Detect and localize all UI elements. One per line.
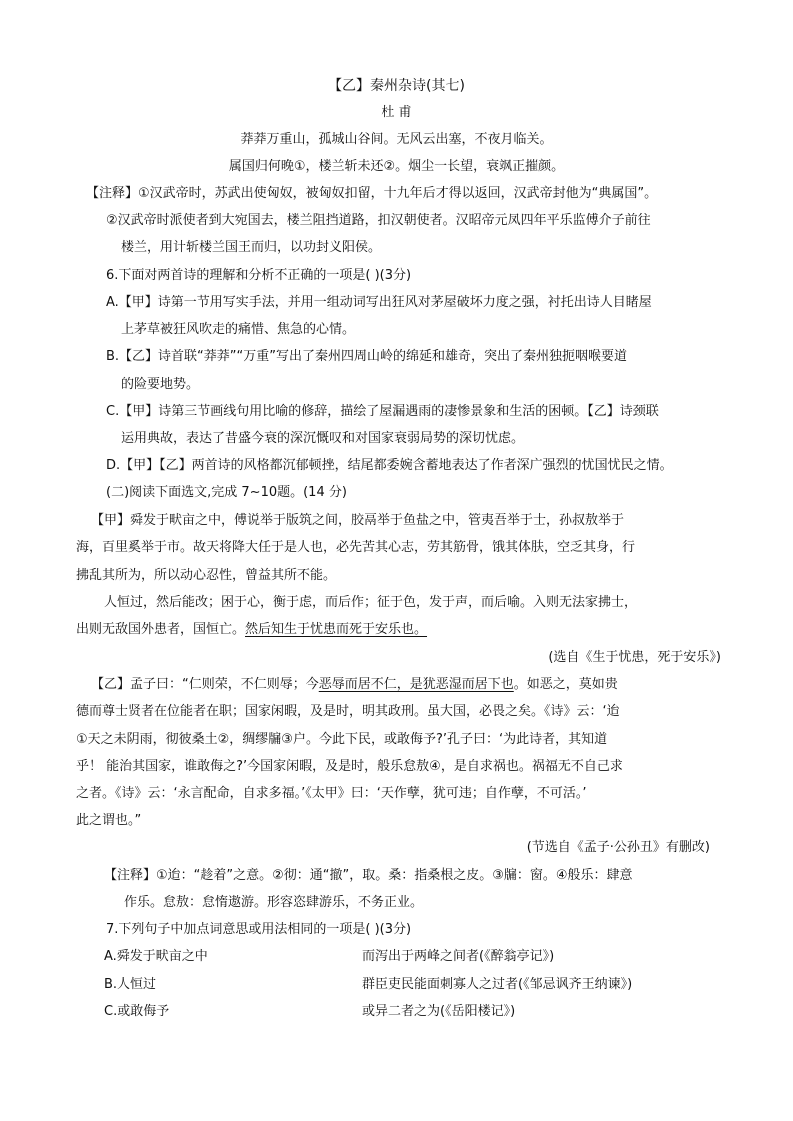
- poem-note: ②汉武帝时派使者到大宛国去，楼兰阻挡道路，扣汉朝使者。汉昭帝元凤四年平乐监傅介子前往: [106, 213, 651, 228]
- option-text: A.【甲】诗第一节用写实手法，并用一组动词写出狂风对茅屋破坏力度之强，衬托出诗人目睹屋: [106, 295, 652, 310]
- passage-line: 乎！ 能治其国家，谁敢侮之?’今国家闲暇，及是时，般乐怠敖④，是自求祸也。祸福无不自己求: [76, 759, 623, 774]
- option-text: 上茅草被狂风吹走的痛惜、焦急的心情。: [121, 322, 356, 337]
- passage-line: 【甲】舜发于畎亩之中，傅说举于版筑之间，胶鬲举于鱼盐之中，管夷吾举于士，孙叔敖举于: [91, 513, 625, 528]
- underlined-sentence: 恶辱而居不仁，是犹恶湿而居下也: [318, 677, 514, 692]
- passage-text: 出则无敌国外患者，国恒亡。: [76, 622, 246, 637]
- option-right: 或异二者之为(《岳阳楼记》): [362, 1004, 516, 1019]
- passage-line: 此之谓也。”: [76, 813, 142, 828]
- option-left: C.或敢侮予: [104, 1004, 170, 1019]
- passage-text: 。如恶之，莫如贵: [513, 677, 618, 692]
- passage-line: [76, 620, 427, 640]
- poem-line: 属国归何晚①，楼兰斩未还②。烟尘一长望，衰飒正摧颜。: [228, 159, 565, 174]
- notes-line: 作乐。怠敖：怠惰遨游。形容恣肆游乐，不务正业。: [124, 895, 424, 910]
- poem-note: 【注释】①汉武帝时，苏武出使匈奴，被匈奴扣留，十九年后才得以返回，汉武帝封他为“典属国”。: [86, 186, 658, 201]
- passage-line: 拂乱其所为，所以动心忍性，曾益其所不能。: [76, 568, 337, 583]
- passage-line: 德而尊士贤者在位能者在职；国家闲暇，及是时，明其政刑。虽大国，必畏之矣。《诗》云：‘迨: [76, 704, 620, 719]
- passage-line: ①天之未阴雨，彻彼桑土②，绸缪牖③户。今此下民，或敢侮予?’孔子曰：‘为此诗者，其知道: [76, 732, 608, 747]
- source-citation: (选自《生于忧患，死于安乐》): [548, 650, 721, 665]
- section-heading: (二)阅读下面选文,完成 7~10题。(14 分): [106, 485, 347, 500]
- passage-line: 海，百里奚举于市。故天将降大任于是人也，必先苦其心志，劳其筋骨，饿其体肤，空乏其身，行: [76, 540, 636, 555]
- poem-title: 【乙】秦州杂诗(其七): [328, 78, 465, 94]
- option-text: 的险要地势。: [121, 377, 200, 392]
- option-right: 群臣吏民能面刺寡人之过者(《邹忌讽齐王纳谏》): [362, 977, 633, 992]
- passage-line: [91, 675, 618, 695]
- passage-line: 之者。《诗》云：‘永言配命，自求多福。’《太甲》曰：‘天作孽，犹可违；自作孽，不可活。’: [76, 786, 587, 801]
- option-text: C.【甲】诗第三节画线句用比喻的修辞，描绘了屋漏遇雨的凄惨景象和生活的困顿。【乙】诗颈联: [106, 404, 659, 419]
- passage-line: 人恒过，然后能改；困于心，衡于虑，而后作；征于色，发于声，而后喻。入则无法家拂士，: [104, 595, 638, 610]
- option-left: B.人恒过: [104, 977, 157, 992]
- option-right: 而泻出于两峰之间者(《醉翁亭记》): [362, 949, 555, 964]
- poem-author: 杜 甫: [381, 105, 412, 120]
- poem-line: 莽莽万重山，孤城山谷间。无风云出塞，不夜月临关。: [240, 132, 553, 147]
- notes-line: 【注释】①迨：“趁着”之意。②彻：通“撤”，取。桑：指桑根之皮。③牖：窗。④般乐：肆意: [104, 868, 633, 883]
- question-stem: 7.下列句子中加点词意思或用法相同的一项是( )(3分): [106, 922, 412, 937]
- option-text: B.【乙】诗首联“莽莽”“万重”写出了秦州四周山岭的绵延和雄奇，突出了秦州独扼咽喉要道: [106, 349, 627, 364]
- question-stem: 6.下面对两首诗的理解和分析不正确的一项是( )(3分): [106, 268, 412, 283]
- option-text: 运用典故，表达了昔盛今衰的深沉慨叹和对国家衰弱局势的深切忧虑。: [121, 431, 525, 446]
- poem-note: 楼兰，用计斩楼兰国王而归，以功封义阳侯。: [121, 240, 382, 255]
- source-citation: (节选自《孟子·公孙丑》有删改): [526, 840, 710, 855]
- option-left: A.舜发于畎亩之中: [104, 949, 208, 964]
- passage-text: 【乙】孟子曰：“仁则荣，不仁则辱；今: [91, 677, 319, 692]
- underlined-sentence: 然后知生于忧患而死于安乐也。: [245, 622, 428, 637]
- option-text: D.【甲】【乙】两首诗的风格都沉郁顿挫，结尾都委婉含蓄地表达了作者深广强烈的忧国忧民之情。: [106, 458, 673, 473]
